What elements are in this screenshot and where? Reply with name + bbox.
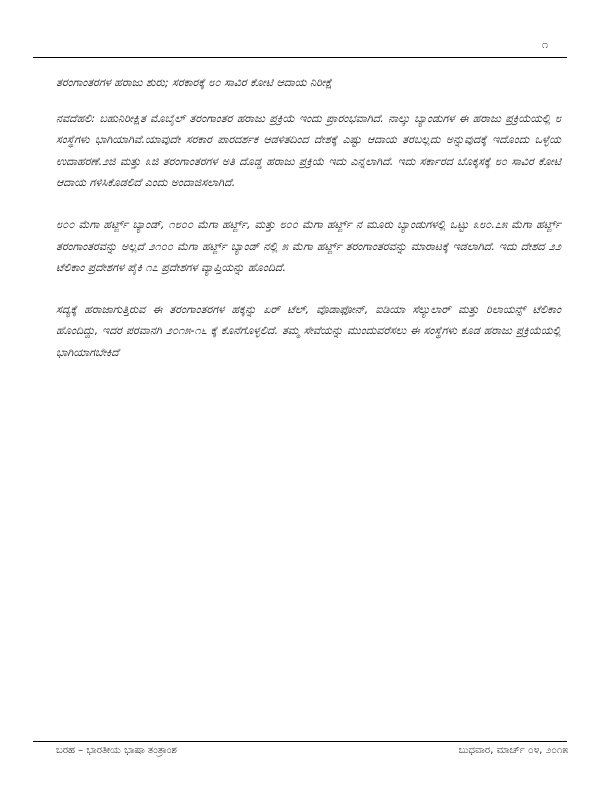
footer bbox=[56, 745, 568, 756]
footer-date: ಬುಧವಾರ, ಮಾರ್ಚ್ ೦೪, ೨೦೧೫ bbox=[458, 745, 568, 756]
page-number: ೧ bbox=[541, 38, 548, 51]
header-rule bbox=[33, 57, 567, 58]
article-title: ತರಂಗಾಂತರಗಳ ಹರಾಜು ಶುರು; ಸರಕಾರಕ್ಕೆ ೮೦ ಸಾವಿರ ಕೋಟಿ ಆದಾಯ ನಿರೀಕ್ಷೆ bbox=[56, 76, 333, 89]
article-body bbox=[56, 72, 561, 384]
footer-source: ಬರಹ – ಭಾರತೀಯ ಭಾಷಾ ತಂತ್ರಾಂಶ bbox=[56, 745, 177, 756]
footer-rule bbox=[33, 741, 567, 742]
article-paragraph-1: ನವದೆಹಲಿ: ಬಹುನಿರೀಕ್ಷಿತ ಮೊಬೈಲ್ ತರಂಗಾಂತರ ಹರಾಜು ಪ್ರಕ್ರಿಯೆ ಇಂದು ಪ್ರಾರಂಭವಾಗಿದೆ. ನಾಲ್ಕು ಬ್ಯಾಂಡುಗಳ ಈ ಹರಾಜು ಪ್ರಕ್ರಿಯೆಯಲ್ಲಿ ೮ ಸಂಸ್ಥೆಗಳು ಭಾಗಿಯಾಗಿವೆ.ಯಾವುದೇ ಸರಕಾರ ಪಾರದರ್ಶಕ ಆಡಳಿತದಿಂದ ದೇಶಕ್ಕೆ ಎಷ್ಟು ಆದಾಯ ತರಬಲ್ಲದು ಅನ್ನುವುದಕ್ಕೆ ಇದೊಂದು ಒಳ್ಳೆಯ ಉದಾಹರಣೆ.೨ಜಿ ಮತ್ತು ೩ಜಿ ತರಂಗಾಂತರಗಳ ಅತಿ ದೊಡ್ಡ ಹರಾಜು ಪ್ರಕ್ರಿಯೆ ಇದು ಎನ್ನಲಾಗಿದೆ. ಇದು ಸರ್ಕಾರದ ಬೊಕ್ಕಸಕ್ಕೆ ೮೦ ಸಾವಿರ ಕೋಟಿ ಆದಾಯ ಗಳಿಸಿಕೊಡಲಿದೆ ಎಂದು ಅಂದಾಜಿಸಲಾಗಿದೆ. bbox=[56, 111, 561, 190]
article-paragraph-2: ೮೦೦ ಮೆಗಾ ಹರ್ಟ್ಜ್ ಬ್ಯಾಂಡ್, ೧೮೦೦ ಮೆಗಾ ಹರ್ಟ್ಜ್, ಮತ್ತು ೮೦೦ ಮೆಗಾ ಹರ್ಟ್ಜ್ ನ ಮೂರು ಬ್ಯಾಂಡುಗಳಲ್ಲಿ ಒಟ್ಟು ೩೮೦.೭೫ ಮೆಗಾ ಹರ್ಟ್ಜ್ ತರಂಗಾಂತರವನ್ನು ಅಲ್ಲದೆ ೨೧೦೦ ಮೆಗಾ ಹರ್ಟ್ಜ್ ಬ್ಯಾಂಡ್ ನಲ್ಲಿ ೫ ಮೆಗಾ ಹರ್ಟ್ಜ್ ತರಂಗಾಂತರವನ್ನು ಮಾರಾಟಕ್ಕೆ ಇಡಲಾಗಿದೆ. ಇದು ದೇಶದ ೨೨ ಟೆಲಿಕಾಂ ಪ್ರದೇಶಗಳ ಪೈಕಿ ೧೭ ಪ್ರದೇಶಗಳ ವ್ಯಾಪ್ತಿಯನ್ನು ಹೊಂದಿದೆ. bbox=[56, 217, 561, 275]
article-paragraph-3: ಸದ್ಯಕ್ಕೆ ಹರಾಜಾಗುತ್ತಿರುವ ಈ ತರಂಗಾಂತರಗಳ ಹಕ್ಕನ್ನು ಏರ್ ಟೆಲ್, ವೊಡಾಫೋನ್, ಐಡಿಯಾ ಸೆಲ್ಯುಲಾರ್ ಮತ್ತು ರಿಲಾಯನ್ಸ್ ಟೆಲಿಕಾಂ ಹೊಂದಿದ್ದು, ಇದರ ಪರವಾನಗಿ ೨೦೧೫-೧೬ ಕ್ಕೆ ಕೊನೆಗೊಳ್ಳಲಿದೆ. ತಮ್ಮ ಸೇವೆಯನ್ನು ಮುಂದುವರೆಸಲು ಈ ಸಂಸ್ಥೆಗಳು ಕೂಡ ಹರಾಜು ಪ್ರಕ್ರಿಯೆಯಲ್ಲಿ ಭಾಗಿಯಾಗಬೇಕಿದೆ bbox=[56, 302, 561, 359]
